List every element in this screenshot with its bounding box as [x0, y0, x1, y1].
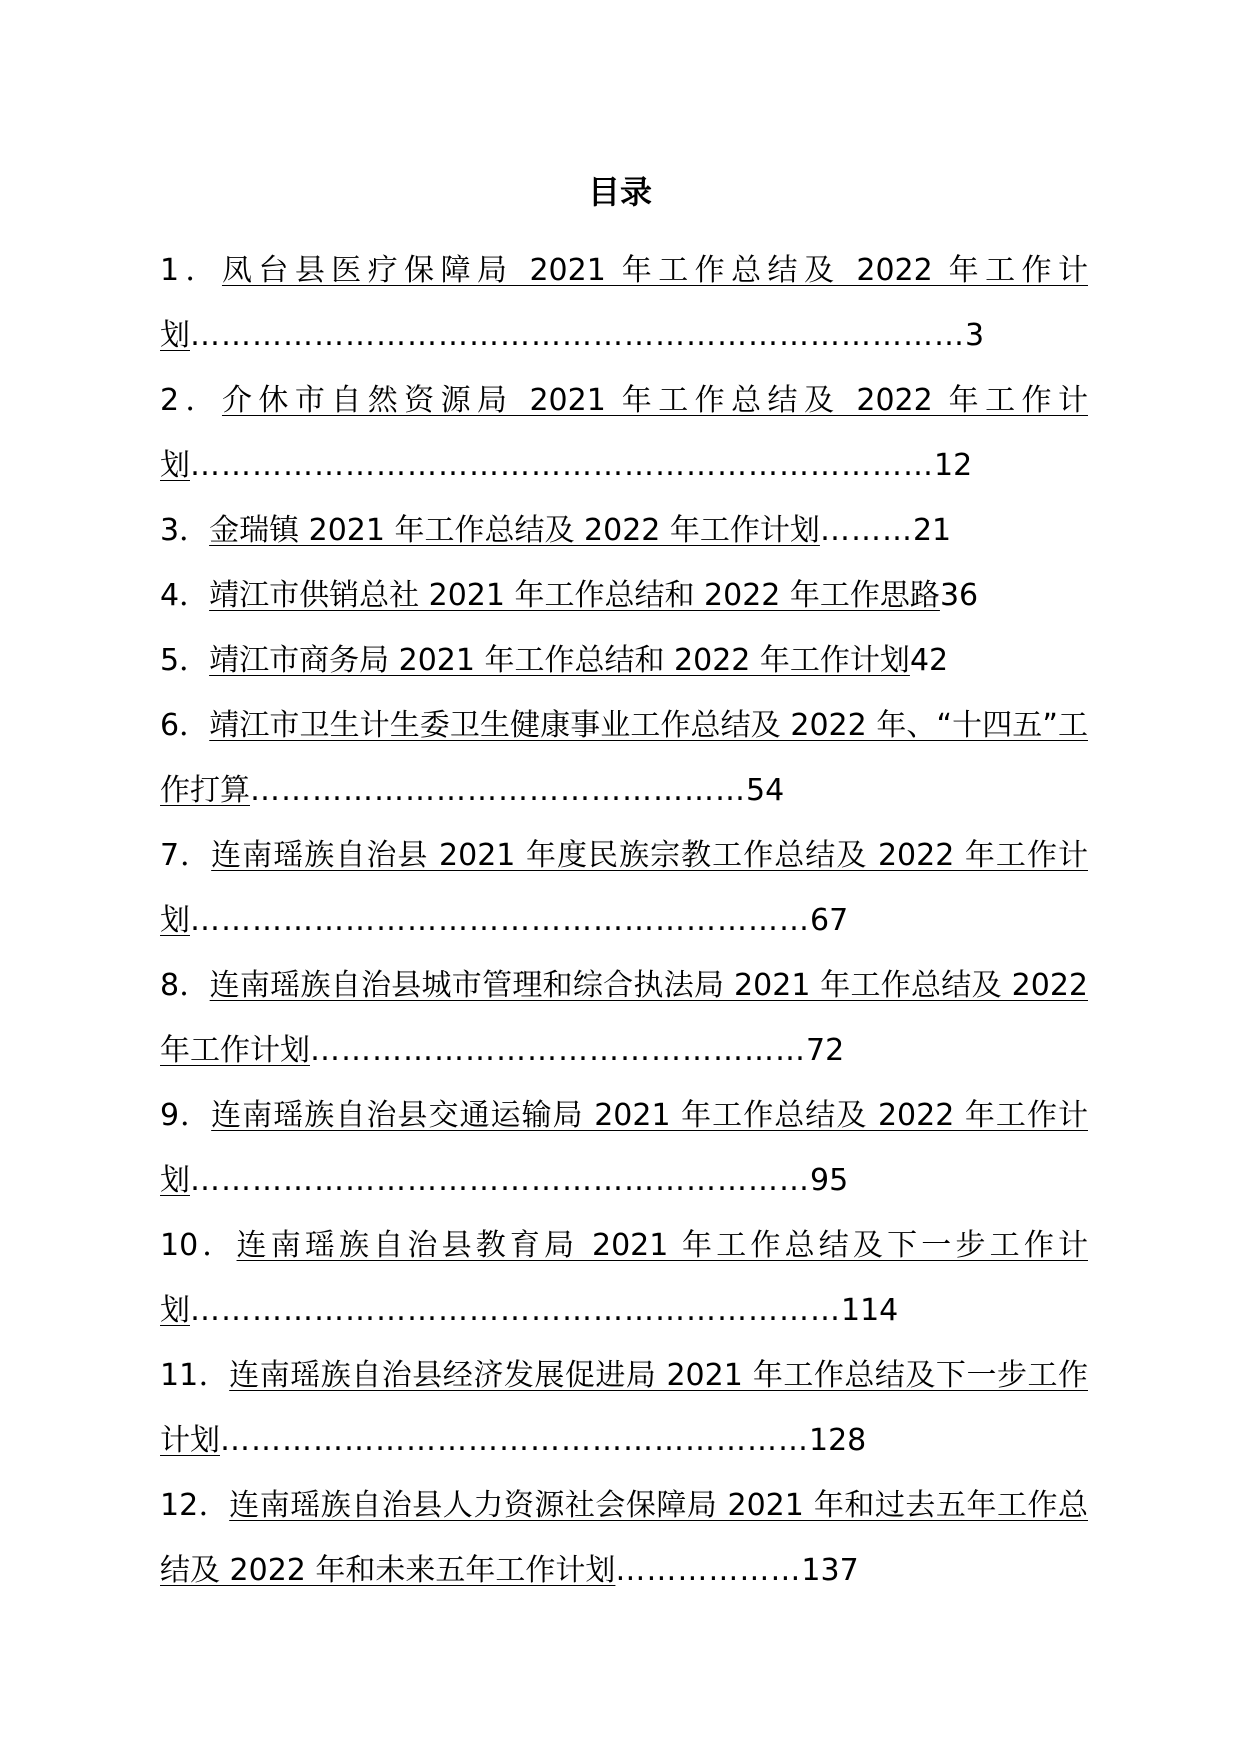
- entry-number: 9．: [160, 1098, 212, 1133]
- toc-entry: [160, 1213, 1088, 1343]
- entry-page-number: 54: [746, 773, 785, 808]
- entry-link[interactable]: 介休市自然资源局 2021 年工作总结及 2022 年工作计划: [160, 383, 1088, 483]
- dot-leader: ……………………………………………………: [190, 903, 810, 938]
- toc-entry: [160, 368, 1088, 498]
- entry-link[interactable]: 连南瑶族自治县经济发展促进局 2021 年工作总结及下一步工作计划: [160, 1358, 1088, 1458]
- entry-number: 2．: [160, 383, 222, 418]
- entry-page-number: 114: [841, 1293, 899, 1328]
- entry-page-number: 95: [810, 1163, 849, 1198]
- entry-number: 6．: [160, 708, 210, 743]
- entry-page-number: 21: [912, 513, 952, 548]
- dot-leader: …………………………………………………………………: [190, 318, 965, 353]
- entry-page-number: 3: [965, 318, 985, 353]
- entry-number: 12．: [160, 1488, 230, 1523]
- entry-page-number: 128: [809, 1423, 867, 1458]
- entry-link[interactable]: 连南瑶族自治县 2021 年度民族宗教工作总结及 2022 年工作计划: [160, 838, 1088, 938]
- entry-number: 10．: [160, 1228, 237, 1263]
- entry-page-number: 12: [934, 448, 973, 483]
- toc-entry: [160, 563, 1088, 628]
- entry-link[interactable]: 靖江市卫生计生委卫生健康事业工作总结及 2022 年、“十四五”工作打算: [160, 708, 1088, 808]
- entry-number: 3．: [160, 513, 210, 548]
- entry-link[interactable]: 连南瑶族自治县人力资源社会保障局 2021 年和过去五年工作总结及 2022 年和未来五年工作计划: [160, 1488, 1088, 1588]
- entry-page-number: 67: [810, 903, 849, 938]
- toc-title: 目录: [587, 173, 652, 211]
- entry-number: 11．: [160, 1358, 230, 1393]
- toc-entry: [160, 1473, 1088, 1603]
- toc-entry: [160, 693, 1088, 823]
- entry-link[interactable]: 连南瑶族自治县交通运输局 2021 年工作总结及 2022 年工作计划: [160, 1098, 1088, 1198]
- table-of-contents: [160, 238, 1088, 1603]
- entry-page-number: 137: [801, 1553, 859, 1588]
- toc-entry: [160, 823, 1088, 953]
- dot-leader: ……………………………………………………: [190, 1163, 810, 1198]
- toc-entry: [160, 498, 1088, 563]
- dot-leader: ………………: [615, 1553, 802, 1588]
- entry-link[interactable]: 靖江市商务局 2021 年工作总结和 2022 年工作计划: [209, 643, 910, 678]
- entry-link[interactable]: 凤台县医疗保障局 2021 年工作总结及 2022 年工作计划: [160, 253, 1088, 353]
- entry-link[interactable]: 连南瑶族自治县教育局 2021 年工作总结及下一步工作计划: [160, 1228, 1088, 1328]
- entry-link[interactable]: 靖江市供销总社 2021 年工作总结和 2022 年工作思路: [209, 578, 940, 613]
- entry-page-number: 72: [806, 1033, 845, 1068]
- toc-entry: [160, 238, 1088, 368]
- entry-page-number: 36: [939, 578, 979, 613]
- toc-entry: [160, 1083, 1088, 1213]
- toc-entry: [160, 628, 1088, 693]
- entry-number: 8．: [160, 968, 210, 1003]
- entry-number: 7．: [160, 838, 212, 873]
- entry-link[interactable]: 金瑞镇 2021 年工作总结及 2022 年工作计划: [209, 513, 820, 548]
- entry-number: 4．: [160, 578, 210, 613]
- toc-entry: [160, 953, 1088, 1083]
- toc-entry: [160, 1343, 1088, 1473]
- dot-leader: ………………………………………………………………: [190, 448, 934, 483]
- dot-leader: …………………………………………: [250, 773, 746, 808]
- entry-number: 5．: [160, 643, 210, 678]
- dot-leader: …………………………………………………: [220, 1423, 809, 1458]
- entry-page-number: 42: [909, 643, 949, 678]
- dot-leader: …………………………………………: [310, 1033, 806, 1068]
- dot-leader: ………………………………………………………: [190, 1293, 841, 1328]
- entry-number: 1．: [160, 253, 222, 288]
- entry-link[interactable]: 连南瑶族自治县城市管理和综合执法局 2021 年工作总结及 2022 年工作计划: [160, 968, 1088, 1068]
- dot-leader: ………: [819, 513, 913, 548]
